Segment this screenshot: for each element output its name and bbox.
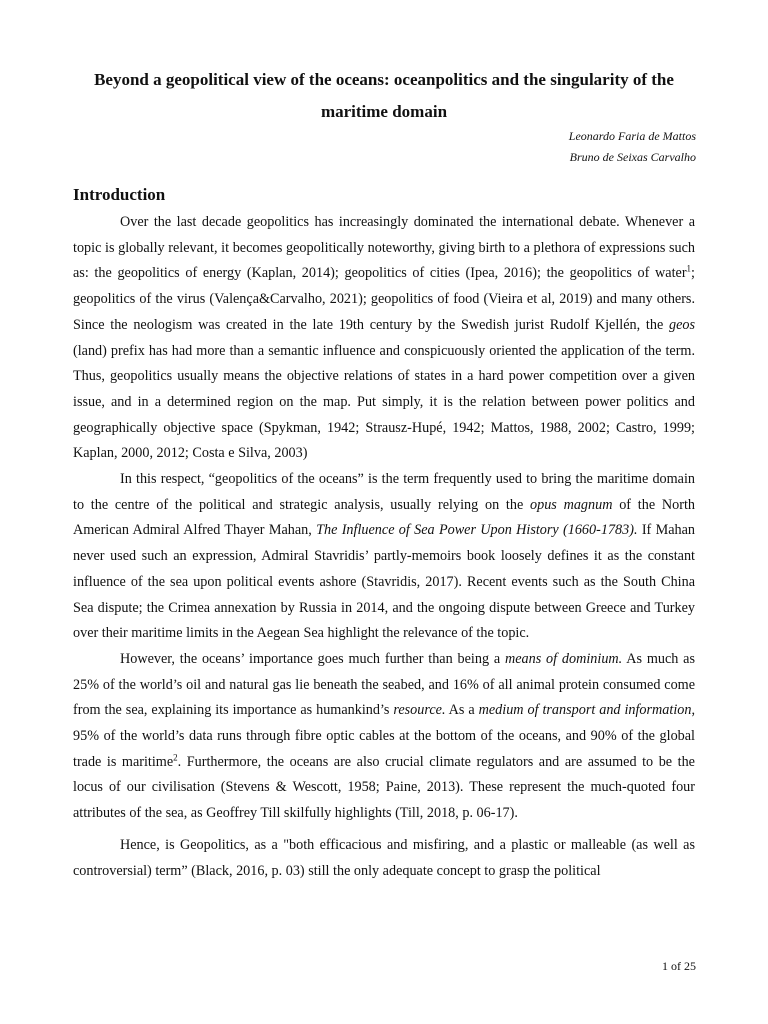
- text-run: of the North American Admiral Alfred Thayer Mahan,: [73, 496, 695, 539]
- paper-title: Beyond a geopolitical view of the oceans: oceanpolitics and the singularity of the maritime domain: [94, 70, 674, 121]
- text-run: Over the last decade geopolitics has increasingly dominated the international debate. Whenever a topic is globally relevant, it becomes geopolitically noteworthy, giving birth to a plethora of expressions such as: the geopolitics of energy (Kaplan, 2014); geopolitics of cities (Ipea, 2016); the geopolitics of water: [73, 214, 695, 282]
- text-run: (land) prefix has had more than a semantic influence and conspicuously oriented the application of the term. Thus, geopolitics usually means the objective relations of states in a hard power competition over a given issue, and in a determined region on the map. Put simply, it is the relation between power politics and geographically objective space (Spykman, 1942; Strausz-Hupé, 1942; Mattos, 1988, 2002; Castro, 1999; Kaplan, 2000, 2012; Costa e Silva, 2003): [73, 342, 695, 462]
- text-run: As much as 25% of the world’s oil and natural gas lie beneath the seabed, and 16% of all animal protein consumed come from the sea, explaining its importance as humankind’s: [73, 650, 696, 719]
- text-run: . Furthermore, the oceans are also crucial climate regulators and are assumed to be the locus of our civilisation (Stevens & Wescott, 1958; Paine, 2013). These represent the much-quoted four attributes of the sea, as Geoffrey Till skilfully highlights (Till, 2018, p. 06-17).: [73, 753, 695, 822]
- footnote-marker: 1: [686, 263, 692, 274]
- section-heading: Introduction: [73, 185, 166, 204]
- footnote-marker: 2: [173, 752, 178, 763]
- text-run: , 95% of the world’s data runs through fibre optic cables at the bottom of the oceans, and 90% of the global trade is maritime: [73, 702, 696, 770]
- body-text: [73, 210, 695, 884]
- italic-text: The Influence of Sea Power Upon History (1660-1783).: [316, 522, 638, 539]
- paragraph: [73, 833, 695, 884]
- author-list: [569, 126, 696, 168]
- text-run: Hence, is Geopolitics, as a "both efficacious and misfiring, and a plastic or malleable (as well as controversial) term” (Black, 2016, p. 03) still the only adequate concept to grasp the political: [73, 836, 695, 879]
- text-run: However, the oceans’ importance goes much further than being a: [120, 650, 505, 667]
- author-name: Bruno de Seixas Carvalho: [569, 150, 696, 164]
- italic-text: means of dominium.: [504, 650, 623, 667]
- paragraph: [73, 210, 695, 467]
- text-run: If Mahan never used such an expression, Admiral Stavridis’ partly-memoirs book loosely defines it as the constant influence of the sea upon political events ashore (Stavridis, 2017). Recent events such as the South China Sea dispute; the Crimea annexation by Russia in 2014, and the ongoing dispute between Greece and Turkey over their maritime limits in the Aegean Sea highlight the relevance of the topic.: [73, 522, 695, 642]
- text-run: In this respect, “geopolitics of the oceans” is the term frequently used to bring the maritime domain to the centre of the political and strategic analysis, usually relying on the: [73, 471, 695, 513]
- paragraph: [73, 647, 695, 827]
- text-run: As a: [445, 702, 479, 719]
- paragraph: [73, 467, 695, 647]
- author-name: Leonardo Faria de Mattos: [568, 129, 696, 143]
- italic-text: geos: [668, 316, 695, 333]
- italic-text: resource.: [393, 702, 446, 719]
- italic-text: opus magnum: [530, 496, 613, 513]
- italic-text: medium of transport and information: [478, 702, 692, 719]
- page-number: 1 of 25: [662, 959, 696, 973]
- text-run: ; geopolitics of the virus (Valença&Carvalho, 2021); geopolitics of food (Vieira et al, 2019) and many others. Since the neologism was created in the late 19th century by the Swedish jurist Rudolf Kjellén, the: [73, 265, 695, 333]
